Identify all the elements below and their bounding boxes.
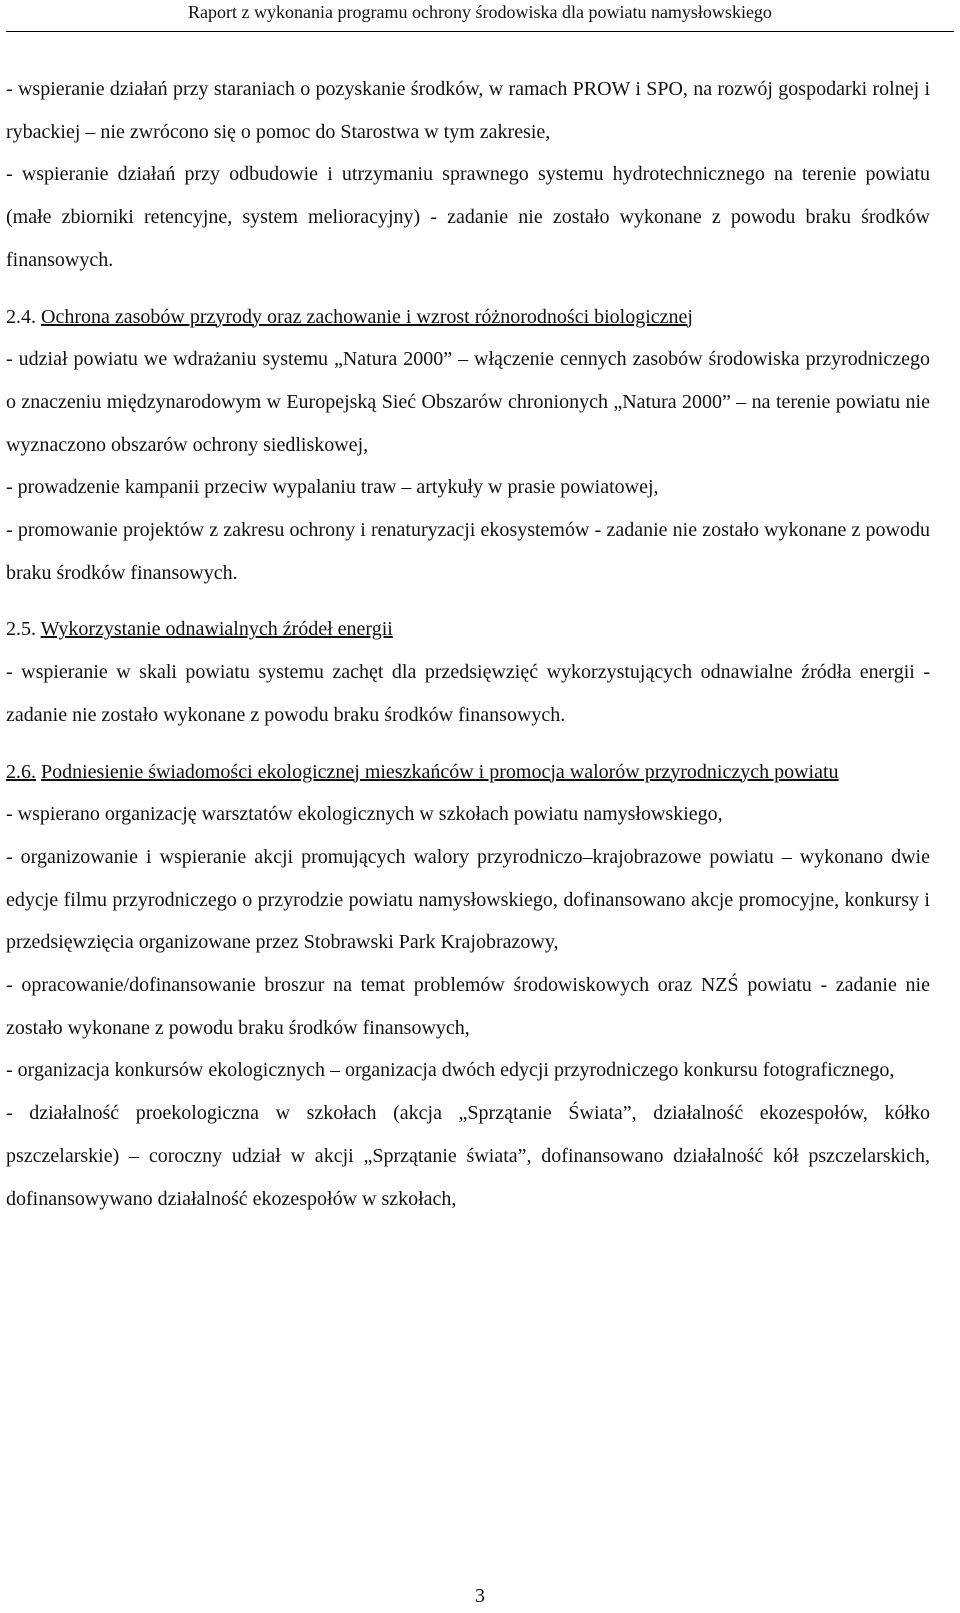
spacer <box>6 282 930 296</box>
section-2-6-title: Podniesienie świadomości ekologicznej mieszkańców i promocja walorów przyrodniczych powiatu <box>41 760 839 783</box>
section-2-6-item-promotion: - organizowanie i wspieranie akcji promujących walory przyrodniczo–krajobrazowe powiatu – wykonano dwie edycje filmu przyrodniczego o przyrodzie powiatu namysłowskiego, dofinansowano akcje promocyjne, konkursy i przedsięwzięcia organizowane przez Stobrawski Park Krajobrazowy, <box>6 845 930 954</box>
section-2-4-item-natura: - udział powiatu we wdrażaniu systemu „Natura 2000” – włączenie cennych zasobów środowiska przyrodniczego o znaczeniu międzynarodowym w Europejską Sieć Obszarów chronionych „Natura 2000” – na terenie powiatu nie wyznaczono obszarów ochrony siedliskowej, <box>6 348 930 456</box>
section-2-5-number: 2.5. <box>6 618 36 641</box>
section-2-5-item-renewables: - wspieranie w skali powiatu systemu zachęt dla przedsięwzięć wykorzystujących odnawialne źródła energii - zadanie nie zostało wykonane z powodu braku środków finansowych. <box>6 661 930 726</box>
section-2-4-number: 2.4. <box>6 305 36 328</box>
section-2-4-item-renaturization: - promowanie projektów z zakresu ochrony i renaturyzacji ekosystemów - zadanie nie zostało wykonane z powodu braku środków finansowych. <box>6 519 930 584</box>
page-header <box>0 0 960 40</box>
document-body <box>6 68 930 1220</box>
section-2-6-item-brochures: - opracowanie/dofinansowanie broszur na temat problemów środowiskowych oraz NZŚ powiatu - zadanie nie zostało wykonane z powodu braku środków finansowych, <box>6 974 930 1039</box>
section-2-4-heading <box>6 296 930 339</box>
section-2-5-heading <box>6 608 930 651</box>
paragraph-prow-spo: - wspieranie działań przy staraniach o pozyskanie środków, w ramach PROW i SPO, na rozwój gospodarki rolnej i rybackiej – nie zwrócono się o pomoc do Starostwa w tym zakresie, <box>6 78 930 143</box>
header-divider <box>6 31 954 32</box>
spacer <box>6 594 930 608</box>
paragraph-hydrotechnical: - wspieranie działań przy odbudowie i utrzymaniu sprawnego systemu hydrotechnicznego na terenie powiatu (małe zbiorniki retencyjne, system melioracyjny) - zadanie nie zostało wykonane z powodu braku środków finansowych. <box>6 163 930 271</box>
section-2-6-item-contests: - organizacja konkursów ekologicznych – organizacja dwóch edycji przyrodniczego konkursu fotograficznego, <box>6 1059 895 1082</box>
section-2-6-number: 2.6. <box>6 760 36 783</box>
spacer <box>6 737 930 751</box>
section-2-4-title: Ochrona zasobów przyrody oraz zachowanie i wzrost różnorodności biologicznej <box>41 305 693 328</box>
section-2-5-title: Wykorzystanie odnawialnych źródeł energii <box>40 618 393 641</box>
section-2-6-item-workshops: - wspierano organizację warsztatów ekologicznych w szkołach powiatu namysłowskiego, <box>6 803 723 826</box>
header-title: Raport z wykonania programu ochrony środowiska dla powiatu namysłowskiego <box>188 2 772 22</box>
section-2-4-item-campaign: - prowadzenie kampanii przeciw wypalaniu traw – artykuły w prasie powiatowej, <box>6 476 659 499</box>
page-number: 3 <box>475 1585 485 1607</box>
section-2-6-heading <box>6 751 930 794</box>
section-2-6-item-schools: - działalność proekologiczna w szkołach (akcja „Sprzątanie Świata”, działalność ekozespołów, kółko pszczelarskie) – coroczny udział w akcji „Sprzątanie świata”, dofinansowano działalność kół pszczelarskich, dofinansowywano działalność ekozespołów w szkołach, <box>6 1102 930 1210</box>
